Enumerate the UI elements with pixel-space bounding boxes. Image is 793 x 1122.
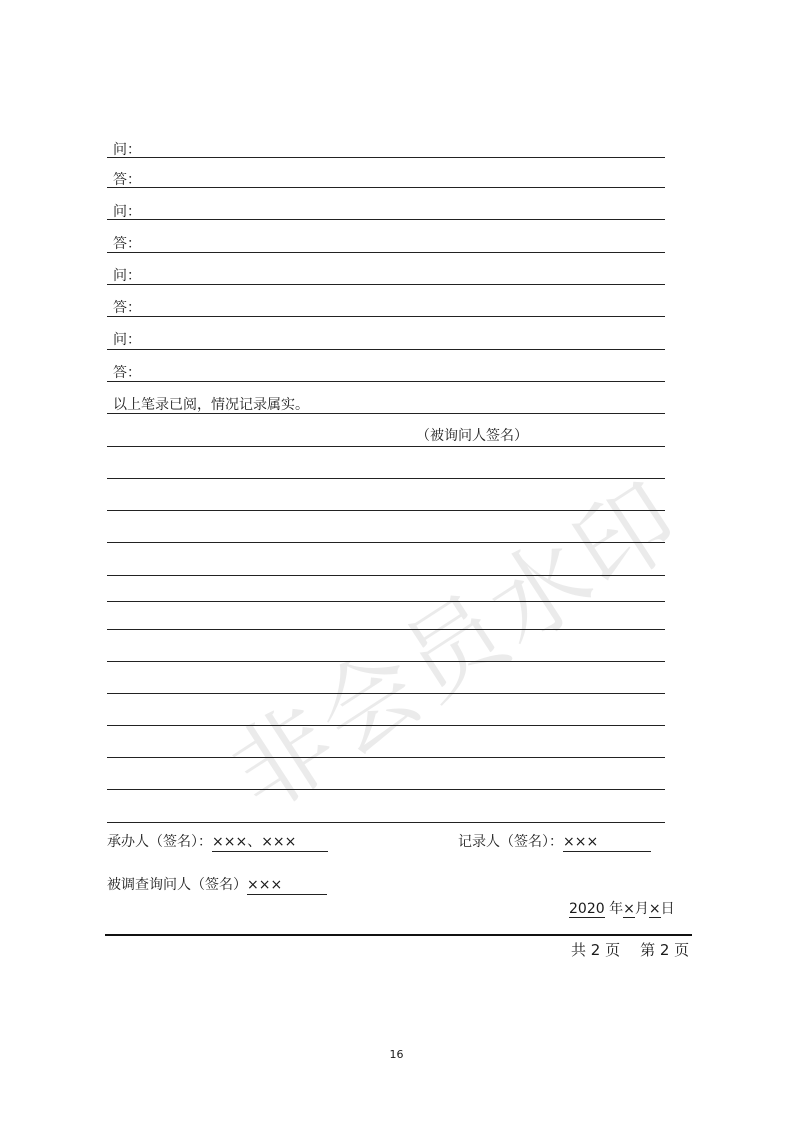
date-year: 2020 <box>569 901 605 917</box>
recorder-label: 记录人（签名）： <box>458 834 563 850</box>
sign-note-rule <box>107 446 665 447</box>
recorder-signature <box>458 833 651 852</box>
blank-rule <box>107 789 665 790</box>
qa-rule <box>107 157 665 158</box>
blank-rule <box>107 478 665 479</box>
handler-label: 承办人（签名）： <box>107 834 212 850</box>
current-page: 第 2 页 <box>640 941 690 959</box>
qa-rule <box>107 284 665 285</box>
date-month: × <box>623 901 635 917</box>
blank-rule <box>107 542 665 543</box>
qa-label: 答： <box>113 172 141 188</box>
qa-label: 问： <box>113 332 141 348</box>
qa-label: 问： <box>113 142 141 158</box>
qa-rule <box>107 219 665 220</box>
investigated-value: ××× <box>247 876 327 895</box>
investigated-label: 被调查询问人（签名） <box>107 877 247 893</box>
blank-rule <box>107 693 665 694</box>
date-year-suffix: 年 <box>609 901 624 917</box>
blank-rule <box>107 822 665 823</box>
qa-rule <box>107 252 665 253</box>
blank-rule <box>107 725 665 726</box>
blank-rule <box>107 510 665 511</box>
total-pages: 共 2 页 <box>571 941 621 959</box>
footer-divider <box>105 934 692 936</box>
confirm-rule <box>107 413 665 414</box>
handler-signature <box>107 833 328 852</box>
page-number: 16 <box>389 1048 404 1061</box>
confirm-text: 以上笔录已阅，情况记录属实。 <box>113 397 309 413</box>
record-date <box>569 898 675 918</box>
blank-rule <box>107 601 665 602</box>
qa-label: 问： <box>113 204 141 220</box>
qa-label: 答： <box>113 300 141 316</box>
qa-rule <box>107 316 665 317</box>
qa-label: 答： <box>113 236 141 252</box>
investigated-signature <box>107 876 327 895</box>
date-day: × <box>648 901 661 917</box>
watermark: 非会员水印 <box>211 460 702 835</box>
blank-rule <box>107 757 665 758</box>
page-count <box>571 939 689 960</box>
blank-rule <box>107 661 665 662</box>
qa-label: 答： <box>113 365 141 381</box>
qa-rule <box>107 187 665 188</box>
qa-label: 问： <box>113 268 141 284</box>
qa-rule <box>107 381 665 382</box>
blank-rule <box>107 575 665 576</box>
interviewee-sign-note: （被询问人签名） <box>416 428 528 444</box>
qa-rule <box>107 349 665 350</box>
blank-rule <box>107 629 665 630</box>
recorder-value: ××× <box>563 833 651 852</box>
date-day-suffix: 日 <box>660 901 675 917</box>
date-month-suffix: 月 <box>634 901 649 917</box>
handler-value: ×××、××× <box>212 833 328 852</box>
